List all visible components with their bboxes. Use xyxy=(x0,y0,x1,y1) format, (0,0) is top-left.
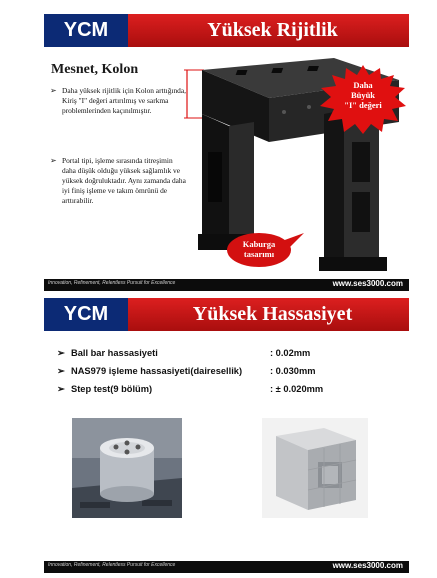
spec-value: : 0.02mm xyxy=(270,348,311,358)
ycm-logo xyxy=(44,298,128,331)
callout-line: tasarımı xyxy=(243,249,275,259)
footer-tagline: Innovation, Refinement, Relentless Pursuit for Excellence xyxy=(48,562,176,568)
spec-label: NAS979 işleme hassasiyeti(dairesellik) xyxy=(71,366,243,376)
bullet-text: Daha yüksek rijitlik için Kolon arttığında, Kiriş "I" değeri artırılmış ve sarkma problemlerinden kaçınılmıştır. xyxy=(62,86,186,115)
arrow-bullet-icon: ➢ xyxy=(50,86,57,95)
slide-header xyxy=(44,14,409,47)
burst-line: Daha xyxy=(353,80,373,90)
slide-precision xyxy=(44,298,409,573)
logo-text: YCM xyxy=(63,19,109,41)
arrow-bullet-icon: ➢ xyxy=(57,348,65,358)
rib-design-callout xyxy=(226,231,306,269)
footer-tagline: Innovation, Refinement, Relentless Pursuit for Excellence xyxy=(48,280,176,286)
slide-subtitle: Mesnet, Kolon xyxy=(51,62,139,77)
spec-label: Ball bar hassasiyeti xyxy=(71,348,158,358)
slide-title: Yüksek Hassasiyet xyxy=(192,303,353,325)
arrow-bullet-icon: ➢ xyxy=(50,156,57,165)
ycm-logo xyxy=(44,14,128,47)
callout-line: Kaburga xyxy=(242,239,276,249)
spec-value: : ± 0.020mm xyxy=(270,384,324,394)
burst-line: "I" değeri xyxy=(344,100,382,110)
slide-footer xyxy=(44,279,409,291)
logo-text: YCM xyxy=(63,303,109,325)
slide-rigidity xyxy=(44,14,409,291)
footer-url: www.ses3000.com xyxy=(332,561,403,570)
machined-cylinder-photo xyxy=(72,418,182,518)
step-test-cube-photo xyxy=(262,418,368,518)
bullet-text: Portal tipi, işleme sırasında titreşimin daha düşük olduğu yüksek sağlamlık ve yüksek doğruluktadır. Aynı zamanda daha iyi finiş işleme ve takım ömrünü de arttırabilir. xyxy=(62,156,186,205)
spec-value: : 0.030mm xyxy=(270,366,316,376)
slide-title: Yüksek Rijitlik xyxy=(207,19,338,41)
footer-url: www.ses3000.com xyxy=(332,279,403,288)
arrow-bullet-icon: ➢ xyxy=(57,366,65,376)
spec-label: Step test(9 bölüm) xyxy=(71,384,153,394)
slide-header xyxy=(44,298,409,331)
burst-line: Büyük xyxy=(350,90,376,100)
larger-i-value-burst xyxy=(319,64,407,134)
arrow-bullet-icon: ➢ xyxy=(57,384,65,394)
slide-footer xyxy=(44,561,409,573)
